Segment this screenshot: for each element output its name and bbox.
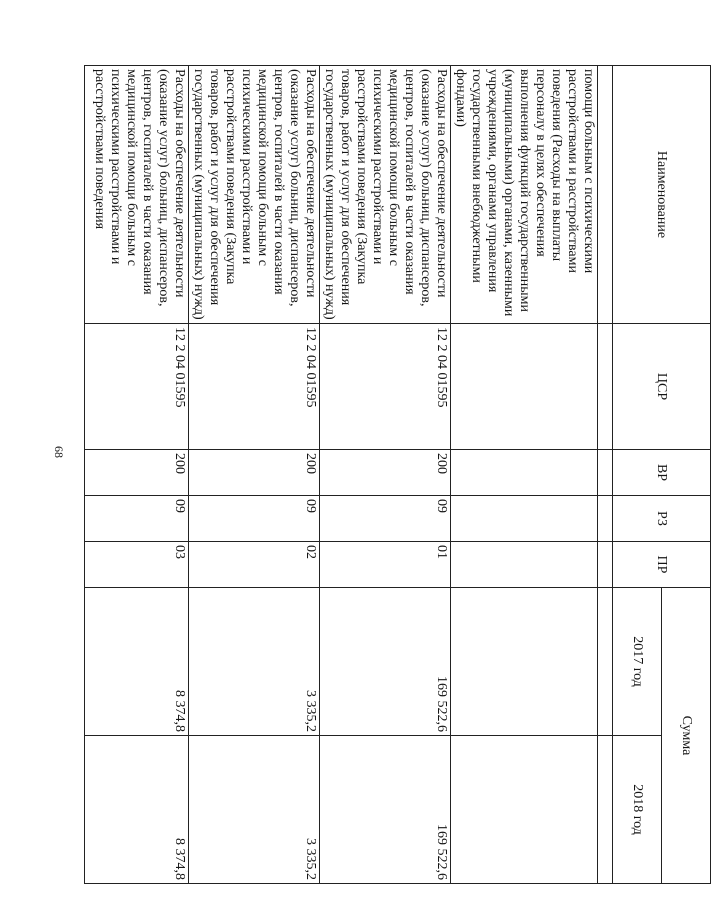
cell-vr: 200: [189, 450, 320, 496]
table-row: [189, 66, 320, 884]
cell-rz: 09: [85, 496, 189, 542]
header-row-top: [662, 66, 711, 884]
cell-vr: 200: [85, 450, 189, 496]
budget-table: [84, 65, 711, 884]
header-year-2018: 2018 год: [613, 736, 662, 884]
cell-sum-2017: 8 374,8: [85, 588, 189, 736]
table-row: [320, 66, 451, 884]
cell-rz: 09: [189, 496, 320, 542]
header-name: Наименование: [613, 66, 711, 324]
header-rz: РЗ: [613, 496, 711, 542]
cell-name: Расходы на обеспечение деятельности (оказание услуг) больниц, диспансеров, центров, госпиталей в части оказания медицинской помощи больным с психическими расстройствами и расстройствами поведения (Закупка товаров, работ и услуг для обеспечения государственных (муниципальных) нужд): [320, 66, 451, 324]
cell-name: помощи больным с психическими расстройствами и расстройствами поведения (Расходы на выплаты персоналу в целях обеспечения выполнения функций государственными (муниципальными) органами, казенными учреждениями, органами управления государственными внебюджетными фондами): [451, 66, 598, 324]
cell-vr: 200: [320, 450, 451, 496]
cell-csr: 12 2 04 01595: [320, 324, 451, 450]
cell-name: Расходы на обеспечение деятельности (оказание услуг) больниц, диспансеров, центров, госпиталей в части оказания медицинской помощи больным с психическими расстройствами и расстройствами поведения: [85, 66, 189, 324]
header-sum: Сумма: [662, 588, 711, 884]
cell-name: Расходы на обеспечение деятельности (оказание услуг) больниц, диспансеров, центров, госпиталей в части оказания медицинской помощи больным с психическими расстройствами и расстройствами поведения (Закупка товаров, работ и услуг для обеспечения государственных (муниципальных) нужд): [189, 66, 320, 324]
cell-sum-2017: [451, 588, 598, 736]
header-csr: ЦСР: [613, 324, 711, 450]
header-vr: ВР: [613, 450, 711, 496]
page-number: 68: [52, 446, 66, 458]
cell-rz: 09: [320, 496, 451, 542]
cell-sum-2018: 3 335,2: [189, 736, 320, 884]
cell-pr: 02: [189, 542, 320, 588]
table-row: [451, 66, 598, 884]
rotated-page-content: [92, 65, 711, 883]
cell-sum-2018: 8 374,8: [85, 736, 189, 884]
cell-pr: 01: [320, 542, 451, 588]
header-pr: ПР: [613, 542, 711, 588]
cell-vr: [451, 450, 598, 496]
cell-csr: 12 2 04 01595: [189, 324, 320, 450]
cell-sum-2018: [451, 736, 598, 884]
cell-sum-2018: 169 522,6: [320, 736, 451, 884]
cell-sum-2017: 3 335,2: [189, 588, 320, 736]
cell-csr: 12 2 04 01595: [85, 324, 189, 450]
cell-pr: 03: [85, 542, 189, 588]
cell-pr: [451, 542, 598, 588]
spacer-row: [598, 66, 613, 884]
header-year-2017: 2017 год: [613, 588, 662, 736]
table-row: [85, 66, 189, 884]
cell-csr: [451, 324, 598, 450]
cell-sum-2017: 169 522,6: [320, 588, 451, 736]
cell-rz: [451, 496, 598, 542]
